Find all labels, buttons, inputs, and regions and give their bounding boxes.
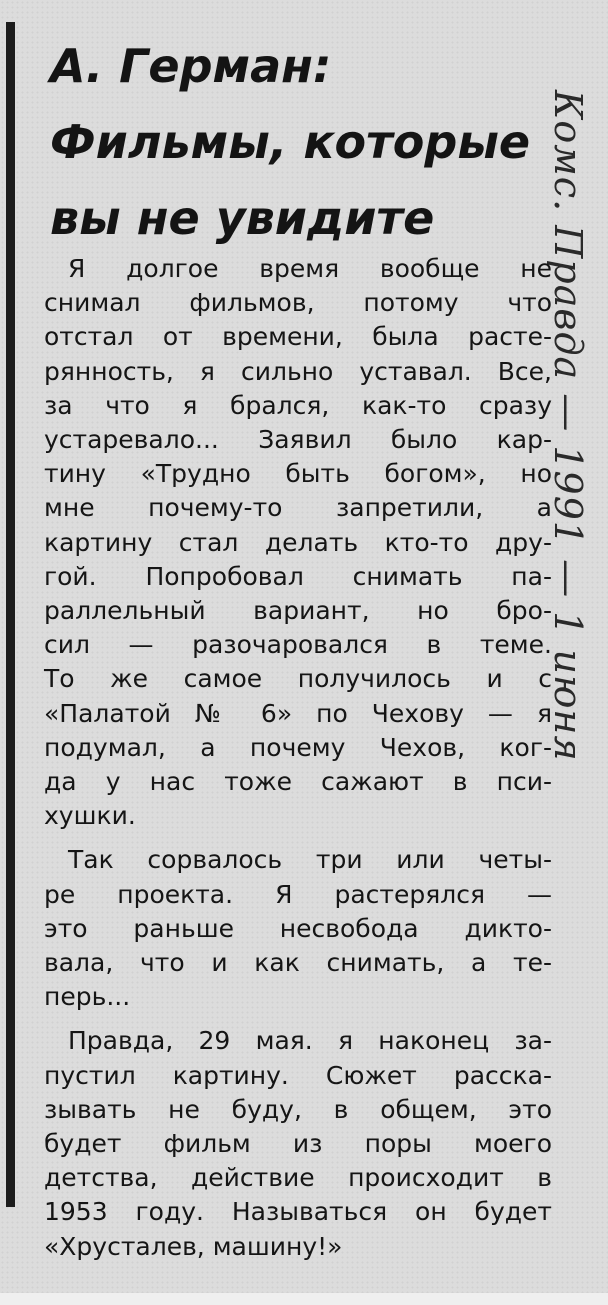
- text-line: гой. Попробовал снимать па-: [44, 561, 552, 591]
- paragraph-2: [44, 843, 552, 1014]
- headline-line: Фильмы, которые: [50, 115, 531, 169]
- text-line: снимал фильмов, потому что: [44, 288, 552, 318]
- text-line: рянность, я сильно уставал. Все,: [44, 356, 552, 386]
- text-line: да у нас тоже сажают в пси-: [44, 767, 552, 797]
- text-line: Так сорвалось три или четы-: [68, 845, 552, 875]
- text-line: «Хрусталев, машину!»: [44, 1231, 343, 1261]
- text-line: Я долгое время вообще не: [68, 254, 552, 283]
- text-line: хушки.: [44, 801, 136, 831]
- text-line: отстал от времени, была расте-: [44, 322, 552, 352]
- text-line: 1953 году. Называться он будет: [44, 1197, 552, 1227]
- text-line: детства, действие происходит в: [44, 1163, 552, 1193]
- text-line: картину стал делать кто-то дру-: [44, 527, 552, 557]
- column-rule: [6, 22, 15, 1207]
- text-line: раллельный вариант, но бро-: [44, 596, 552, 626]
- article-body: [44, 252, 552, 1264]
- text-line: То же самое получилось и с: [44, 664, 552, 694]
- text-line: тину «Трудно быть богом», но: [44, 459, 552, 489]
- text-line: сил — разочаровался в теме.: [44, 630, 552, 660]
- text-line: подумал, а почему Чехов, ког-: [44, 732, 552, 762]
- text-line: пустил картину. Сюжет расска-: [44, 1060, 552, 1090]
- paragraph-3: [44, 1024, 552, 1263]
- text-line: ре проекта. Я растерялся —: [44, 879, 552, 909]
- text-line: устаревало... Заявил было кар-: [44, 425, 552, 455]
- text-line: будет фильм из поры моего: [44, 1129, 552, 1159]
- text-line: за что я брался, как-то сразу: [44, 390, 552, 420]
- text-line: «Палатой № 6» по Чехову — я: [44, 698, 552, 728]
- text-line: перь...: [44, 982, 131, 1012]
- text-line: Правда, 29 мая. я наконец за-: [68, 1026, 552, 1056]
- paragraph-gap: [44, 1014, 552, 1024]
- text-line: вала, что и как снимать, а те-: [44, 948, 552, 978]
- headline-line: вы не увидите: [50, 191, 435, 245]
- paper-edge: [0, 1293, 608, 1305]
- text-line: зывать не буду, в общем, это: [44, 1094, 552, 1124]
- handwritten-note: Комс. Правда — 1991 — 1 июня: [546, 90, 590, 762]
- headline: [50, 28, 550, 256]
- text-line: это раньше несвобода дикто-: [44, 913, 552, 943]
- text-line: мне почему-то запретили, а: [44, 493, 552, 523]
- headline-line: А. Герман:: [50, 39, 332, 93]
- paragraph-1: [44, 252, 552, 833]
- paragraph-gap: [44, 833, 552, 843]
